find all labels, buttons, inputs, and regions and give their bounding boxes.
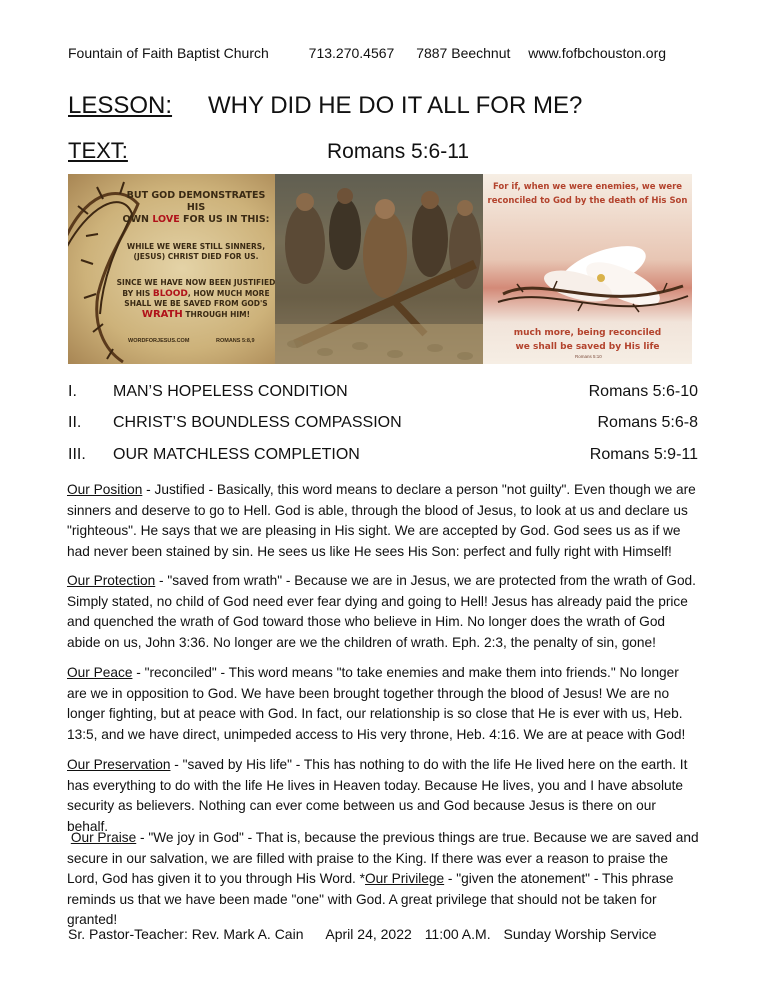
church-website: www.fofbchouston.org: [528, 45, 667, 61]
verse-line: BY HIS BLOOD, HOW MUCH MORE: [122, 288, 270, 299]
section-title: Our Privilege: [365, 871, 445, 886]
church-name: Fountain of Faith Baptist Church: [68, 45, 269, 61]
outline-number: I.: [68, 383, 77, 400]
section-body: - Justified - Basically, this word means to declare a person "not guilty". Even though we are sinners and deserve to go to Hell. God is able, through the blood of Jesus, to look at us and declare us "righteous". He says that we are pleasing in His sight. We are accepted by God. God sees us as if we had never been stained by sin. He sees us like He sees His Son: perfect and fully right with Himself!: [67, 482, 696, 559]
section-body: - "We joy in God" - That is, because the previous things are true. Because we are saved and secure in our salvation, we are filled with praise to the King. If there was ever a reason to praise the Lord, God has given it to you through His Word. *: [67, 830, 699, 886]
section-title: Our Protection: [67, 573, 156, 588]
outline-heading: CHRIST’S BOUNDLESS COMPASSION: [113, 414, 402, 431]
section-protection: [67, 571, 699, 653]
section-praise: [67, 828, 699, 931]
image-site-credit: WORDFORJESUS.COM: [128, 338, 190, 344]
verse-line: For if, when we were enemies, we were: [492, 182, 683, 192]
verse-line: SHALL WE BE SAVED FROM GOD'S: [124, 299, 268, 308]
outline-item: [68, 446, 698, 466]
image-verse-ref: ROMANS 5:8,9: [216, 338, 255, 344]
text-reference: Romans 5:6-11: [327, 140, 470, 163]
crucifixion-procession-image: [275, 174, 483, 364]
verse-line: SINCE WE HAVE NOW BEEN JUSTIFIED: [116, 278, 275, 287]
outline-heading: OUR MATCHLESS COMPLETION: [113, 446, 360, 463]
image-verse-ref: Romans 5:10: [575, 354, 602, 359]
church-header: [68, 45, 666, 61]
lily-and-thorns-verse-image: [483, 174, 692, 364]
section-title: Our Peace: [67, 665, 133, 680]
crown-of-thorns-verse-image: [68, 174, 275, 364]
verse-line: WRATH THROUGH HIM!: [141, 308, 251, 320]
outline-reference: Romans 5:6-10: [588, 383, 698, 400]
verse-line: WHILE WE WERE STILL SINNERS,: [126, 242, 266, 251]
lesson-label: LESSON:: [68, 92, 173, 119]
service-time: 11:00 A.M.: [424, 926, 491, 942]
crowd-scene-illustration: [275, 174, 483, 364]
text-label: TEXT:: [68, 138, 128, 163]
pastor-name: Sr. Pastor-Teacher: Rev. Mark A. Cain: [68, 926, 304, 942]
outline-heading: MAN’S HOPELESS CONDITION: [113, 383, 348, 400]
sermon-image-collage: [68, 174, 692, 364]
church-phone: 713.270.4567: [308, 45, 395, 61]
verse-line: we shall be saved by His life: [515, 342, 660, 352]
outline-reference: Romans 5:9-11: [589, 446, 698, 463]
service-name: Sunday Worship Service: [503, 926, 657, 942]
verse-line: reconciled to God by the death of His Son: [487, 196, 688, 206]
outline-number: II.: [68, 414, 82, 431]
section-title: Our Position: [67, 482, 143, 497]
outline-reference: Romans 5:6-8: [597, 414, 698, 431]
section-peace: [67, 663, 699, 745]
outline-number: III.: [68, 446, 86, 463]
section-title: Our Preservation: [67, 757, 171, 772]
section-title: Our Praise: [70, 830, 137, 845]
section-body: - "given the atonement" - This phrase reminds us that we have been made "one" with God. A great privilege that should not be taken for granted!: [67, 871, 674, 927]
service-footer: [68, 926, 657, 942]
verse-line: OWN LOVE FOR US IN THIS:: [122, 214, 270, 225]
verse-line: (JESUS) CHRIST DIED FOR US.: [133, 252, 259, 261]
section-body: - "saved by His life" - This has nothing to do with the life He lived here on the earth. It has everything to do with the life He lives in Heaven today. Because He lives, you and I have absolute security as believers. Nothing can ever come between us and God because Jesus is there on our behalf.: [67, 757, 688, 834]
outline-item: [68, 383, 698, 403]
lesson-title: WHY DID HE DO IT ALL FOR ME?: [208, 92, 583, 119]
section-preservation: [67, 755, 699, 837]
service-date: April 24, 2022: [325, 926, 412, 942]
outline-item: [68, 414, 698, 434]
section-body: - "reconciled" - This word means "to take enemies and make them into friends." No longer are we in opposition to God. We have been brought together through the blood of Jesus! We are no longer fighting, but at peace with God. In fact, our relationship is so close that He is ever with us, Heb. 13:5, and we have direct, unimpeded access to His very throne, Heb. 4:16. We are at peace with God!: [67, 665, 686, 742]
section-body: - "saved from wrath" - Because we are in Jesus, we are protected from the wrath of God. Simply stated, no child of God need ever fear dying and going to Hell! Jesus has already paid the price and quenched the wrath of God toward those who believe in Him. No longer does the wrath of God abide on us, John 3:36. No longer are we the children of wrath. Eph. 2:3, the penalty of sin, gone!: [67, 573, 696, 650]
church-address: 7887 Beechnut: [416, 45, 511, 61]
section-position: [67, 480, 699, 562]
verse-line: much more, being reconciled: [513, 328, 662, 338]
verse-line: BUT GOD DEMONSTRATES HIS: [126, 190, 266, 213]
